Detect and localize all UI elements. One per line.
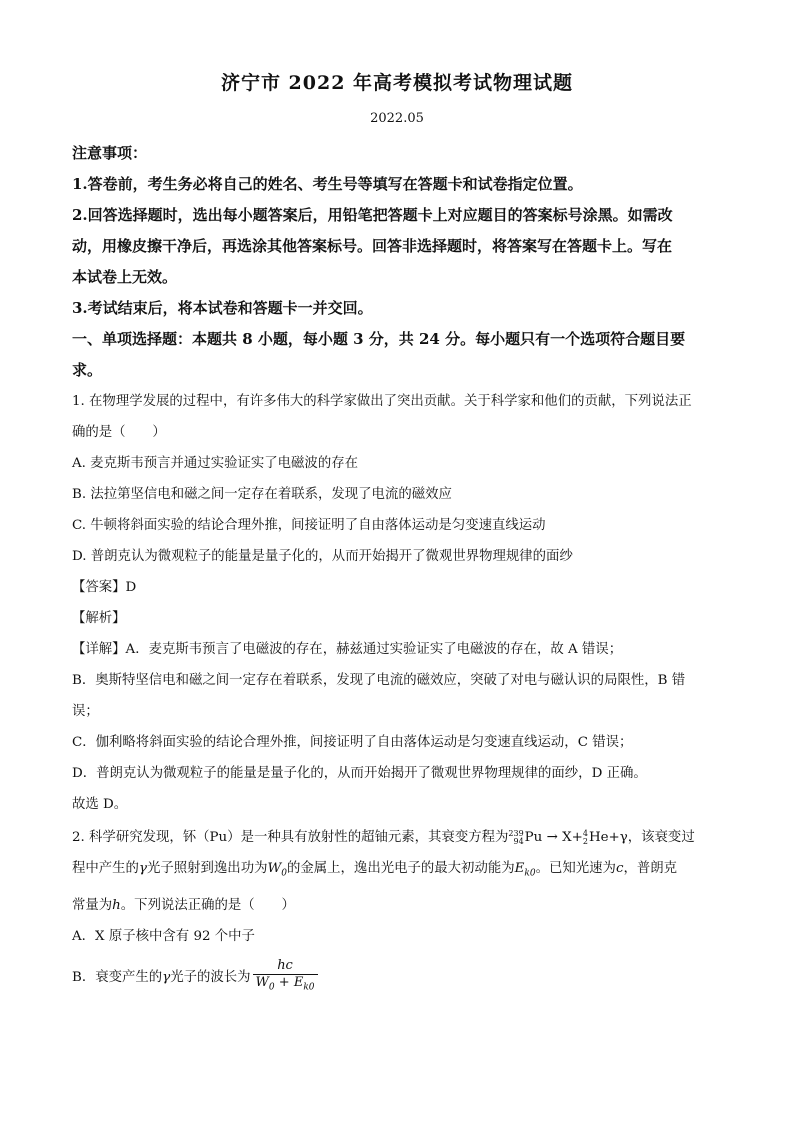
pu-symbol: Pu bbox=[524, 830, 543, 845]
q1-answer: 【答案】D bbox=[72, 580, 137, 595]
fraction-denominator: $W_0 + E_{k0}$ bbox=[255, 975, 315, 993]
q1-stem-line-1: 1. 在物理学发展的过程中，有许多伟大的科学家做出了突出贡献。关于科学家和他们的贡献，下列说法正 bbox=[72, 394, 692, 409]
light-speed-symbol: c bbox=[615, 861, 624, 876]
work-function-symbol: $W_0$ bbox=[267, 861, 287, 879]
notice-item-2-line-3: 本试卷上无效。 bbox=[72, 268, 178, 286]
pu-mass-number: 239 bbox=[508, 828, 524, 838]
q1-analysis-heading: 【解析】 bbox=[72, 611, 126, 626]
wavelength-fraction bbox=[253, 958, 318, 996]
q2-option-b-text-a: B．衰变产生的 bbox=[72, 969, 163, 985]
document-body bbox=[72, 138, 722, 998]
section-heading-line-2: 求。 bbox=[72, 361, 103, 379]
pu-atomic-number: 94 bbox=[513, 836, 524, 846]
q1-conclusion: 故选 D。 bbox=[72, 797, 128, 812]
kinetic-energy-symbol: $E_{k0}$ bbox=[514, 861, 536, 879]
planck-symbol: h bbox=[112, 897, 121, 913]
decay-equation bbox=[508, 830, 627, 845]
q2-stem-line-2 bbox=[72, 853, 722, 890]
q2-text-d: 光子照射到逸出功为 bbox=[146, 861, 268, 876]
q1-option-d: D. 普朗克认为微观粒子的能量是量子化的，从而开始揭开了微观世界物理规律的面纱 bbox=[72, 549, 573, 564]
q2-text-i: 。下列说法正确的是（ ） bbox=[120, 897, 295, 913]
notice-item-1: 1.答卷前，考生务必将自己的姓名、考生号等填写在答题卡和试卷指定位置。 bbox=[72, 175, 583, 193]
he-mass-number: 4 bbox=[582, 828, 588, 838]
q1-option-a: A. 麦克斯韦预言并通过实验证实了电磁波的存在 bbox=[72, 456, 358, 471]
he-atomic-number: 2 bbox=[582, 836, 588, 846]
he-gamma-symbol: He+γ bbox=[588, 830, 628, 845]
q1-detail-d: D．普朗克认为微观粒子的能量是量子化的，从而开始揭开了微观世界物理规律的面纱，D 正确。 bbox=[72, 766, 647, 781]
q1-detail-a: 【详解】A．麦克斯韦预言了电磁波的存在，赫兹通过实验证实了电磁波的存在，故 A 错误； bbox=[72, 642, 623, 657]
gamma-symbol: γ bbox=[138, 861, 147, 876]
page-title: 济宁市 2022 年高考模拟考试物理试题 bbox=[220, 72, 574, 94]
q1-detail-b-line-1: B．奥斯特坚信电和磁之间一定存在着联系，发现了电流的磁效应，突破了对电与磁认识的局限性，B 错 bbox=[72, 673, 686, 688]
q2-option-b-text-b: 光子的波长为 bbox=[170, 969, 251, 985]
q2-text-e: 的金属上，逸出光电子的最大初动能为 bbox=[286, 861, 515, 876]
exam-date: 2022.05 bbox=[370, 111, 424, 126]
notice-item-2-line-2: 动，用橡皮擦干净后，再选涂其他答案标号。回答非选择题时，将答案写在答题卡上。写在 bbox=[72, 237, 673, 255]
pu-isotope-numbers bbox=[508, 830, 523, 846]
fraction-numerator: hc bbox=[253, 958, 318, 975]
q2-stem-text-a: 2. 科学研究发现，钚（Pu）是一种具有放射性的超铀元素，其衰变方程为 bbox=[72, 830, 509, 845]
q1-detail-b-line-2: 误； bbox=[72, 704, 99, 719]
q2-stem-text-b: ，该衰变过 bbox=[627, 830, 695, 845]
arrow-symbol: → bbox=[546, 830, 558, 845]
q2-text-g: ，普朗克 bbox=[623, 861, 677, 876]
x-symbol: X+ bbox=[562, 830, 583, 845]
q2-option-a: A．X 原子核中含有 92 个中子 bbox=[72, 928, 255, 944]
q1-option-c: C. 牛顿将斜面实验的结论合理外推，间接证明了自由落体运动是匀变速直线运动 bbox=[72, 518, 546, 533]
notice-heading: 注意事项： bbox=[72, 144, 148, 162]
q1-option-b: B. 法拉第坚信电和磁之间一定存在着联系，发现了电流的磁效应 bbox=[72, 487, 452, 502]
q1-stem-line-2: 确的是（ ） bbox=[72, 425, 166, 440]
he-isotope-numbers bbox=[583, 830, 588, 846]
q2-text-h: 常量为 bbox=[72, 897, 113, 913]
q2-option-b bbox=[72, 958, 722, 998]
notice-item-3: 3.考试结束后，将本试卷和答题卡一并交回。 bbox=[72, 299, 373, 317]
section-heading-line-1: 一、单项选择题：本题共 8 小题，每小题 3 分，共 24 分。每小题只有一个选项符合题目要 bbox=[72, 330, 686, 348]
q2-text-c: 程中产生的 bbox=[72, 861, 139, 876]
q2-text-f: 。已知光速为 bbox=[535, 861, 616, 876]
gamma-symbol-2: γ bbox=[162, 969, 171, 985]
q2-stem-line-3 bbox=[72, 890, 722, 921]
q1-detail-c: C．伽利略将斜面实验的结论合理外推，间接证明了自由落体运动是匀变速直线运动，C 错误； bbox=[72, 735, 633, 750]
notice-item-2-line-1: 2.回答选择题时，选出每小题答案后，用铅笔把答题卡上对应题目的答案标号涂黑。如需改 bbox=[72, 206, 673, 224]
q2-stem-line-1 bbox=[72, 822, 722, 853]
